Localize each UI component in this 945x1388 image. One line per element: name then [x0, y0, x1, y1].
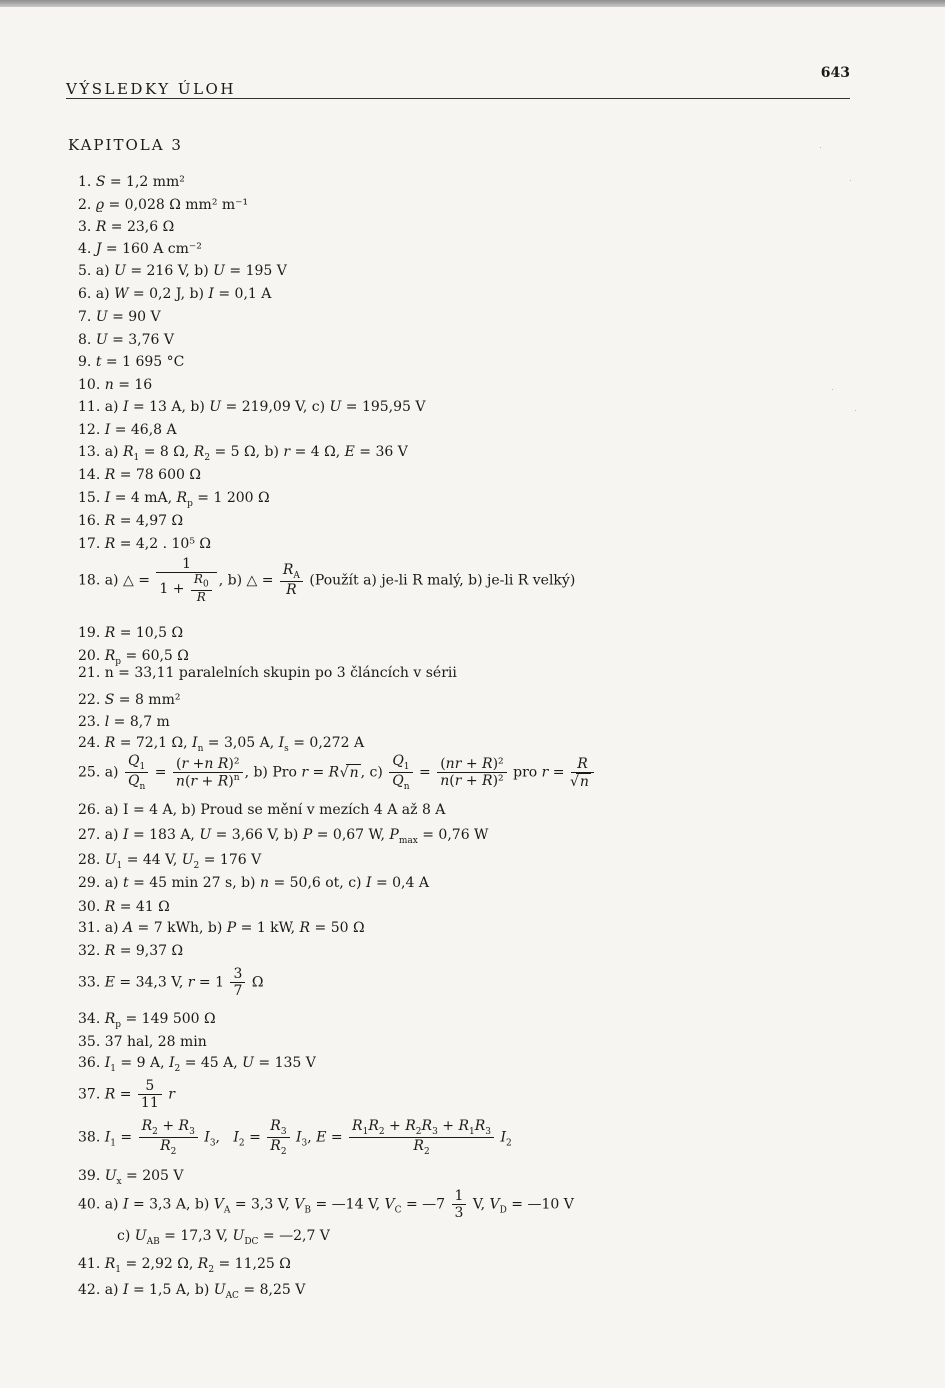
answer-37: 37. R = $\frac{5}{11}$ r	[78, 1078, 175, 1112]
answer-26: 26. a) I = 4 A, b) Proud se mění v mezích 4 A až 8 A	[78, 802, 446, 818]
answer-39: 39. $U_x = 205$ V	[78, 1168, 184, 1187]
answer-21: 21. n = 33,11 paralelních skupin po 3 článcích v sérii	[78, 665, 457, 681]
answer-20: 20. $R_p = 60,5$ Ω	[78, 648, 189, 667]
answer-8: 8. U = 3,76 V	[78, 332, 174, 348]
answer-32: 32. R = 9,37 Ω	[78, 943, 184, 959]
answer-30: 30. R = 41 Ω	[78, 899, 170, 915]
chapter-heading: KAPITOLA 3	[68, 136, 183, 154]
answer-14: 14. R = 78 600 Ω	[78, 467, 201, 483]
answer-17: 17. R = 4,2 . 10⁵ Ω	[78, 536, 211, 552]
answer-4: 4. J = 160 A cm⁻²	[78, 241, 202, 257]
answer-13: 13. a) $R_1 = 8$ Ω, $R_2 = 5$ Ω, b) r = 4 Ω, E = 36 V	[78, 444, 408, 463]
answer-31: 31. a) A = 7 kWh, b) P = 1 kW, R = 50 Ω	[78, 920, 365, 936]
answer-42: 42. a) I = 1,5 A, b) $U_{AC} = 8,25$ V	[78, 1282, 306, 1301]
answer-24: 24. R = 72,1 Ω, $I_n = 3,05$ A, $I_s = 0,272$ A	[78, 735, 365, 754]
page-number: 643	[820, 65, 850, 81]
answer-10: 10. n = 16	[78, 377, 153, 393]
answer-27: 27. a) I = 183 A, U = 3,66 V, b) P = 0,67 W, $P_{max} = 0,76$ W	[78, 827, 489, 846]
answer-2: 2. ϱ = 0,028 Ω mm² m⁻¹	[78, 197, 249, 213]
answer-38: 38. $I_1$ = $\frac{R_2 + R_3}{R_2}$ $I_3$, $I_2$ = $\frac{R_3}{R_2}$ $I_3$, E = $\frac{R_1R_2 + R_2R_3 + R_1R_3}{R_2}$ $I_2$	[78, 1118, 512, 1157]
answer-5: 5. a) U = 216 V, b) U = 195 V	[78, 263, 287, 279]
answer-7: 7. U = 90 V	[78, 309, 161, 325]
scan-speck	[820, 147, 821, 148]
scan-speck	[832, 389, 833, 390]
answer-6: 6. a) W = 0,2 J, b) I = 0,1 A	[78, 286, 272, 302]
answer-19: 19. R = 10,5 Ω	[78, 625, 184, 641]
answer-23: 23. l = 8,7 m	[78, 714, 170, 730]
answer-25: 25. a) $\frac{Q_1}{Q_n}$ = $\frac{\text{(r +n R)²}}{n(r + R)^n}$ , b) Pro r = R √ n , c) $\frac{Q_1}{Q_n}$ = $\frac{\text{(nr + R)²}}{\text{n(r + R)²}}$ pro r = R √ n	[78, 753, 596, 792]
answer-33: 33. E = 34,3 V, r = 1 $\frac{3}{7}$ Ω	[78, 966, 264, 1000]
answer-34: 34. $R_p = 149$ 500 Ω	[78, 1011, 216, 1030]
answer-3: 3. R = 23,6 Ω	[78, 219, 175, 235]
answer-28: 28. $U_1 = 44$ V, $U_2 = 176$ V	[78, 852, 262, 871]
answer-11: 11. a) I = 13 A, b) U = 219,09 V, c) U = 195,95 V	[78, 399, 426, 415]
answer-35: 35. 37 hal, 28 min	[78, 1034, 207, 1050]
answer-15: 15. I = 4 mA, $R_p = 1$ 200 Ω	[78, 490, 270, 509]
answer-1: 1. S = 1,2 mm²	[78, 174, 185, 190]
answer-18-note: (Použít a) je-li R malý, b) je-li R velký)	[309, 572, 576, 589]
scan-speck	[850, 180, 851, 181]
answer-29: 29. a) t = 45 min 27 s, b) n = 50,6 ot, c) I = 0,4 A	[78, 875, 429, 891]
answer-12: 12. I = 46,8 A	[78, 422, 177, 438]
answer-9: 9. t = 1 695 °C	[78, 354, 185, 370]
answer-41: 41. $R_1 = 2,92$ Ω, $R_2 = 11,25$ Ω	[78, 1256, 291, 1275]
running-title: VÝSLEDKY ÚLOH	[66, 80, 236, 98]
answer-16: 16. R = 4,97 Ω	[78, 513, 184, 529]
page-header	[66, 65, 850, 98]
scan-speck	[855, 410, 856, 411]
answer-18: 18. a) △ = 1 1 + $\frac{R_0}{R}$ , b) △ = $\frac{R_A}{R}$ (Použít a) je-li R malý, b) je-li R velký)	[78, 556, 576, 604]
header-rule	[66, 98, 850, 99]
answer-22: 22. S = 8 mm²	[78, 692, 181, 708]
answer-36: 36. $I_1 = 9$ A, $I_2 = 45$ A, U = 135 V	[78, 1055, 316, 1074]
answer-40: 40. a) I = 3,3 A, b) $V_A = 3,3$ V, $V_B$ = —14 V, $V_C$ = —7 $\frac{1}{3}$ V, $V_D$ = —10 V	[78, 1188, 574, 1222]
scan-edge	[0, 0, 945, 7]
answer-40c: c) $U_{AB} = 17,3$ V, $U_{DC}$ = —2,7 V	[117, 1228, 330, 1247]
